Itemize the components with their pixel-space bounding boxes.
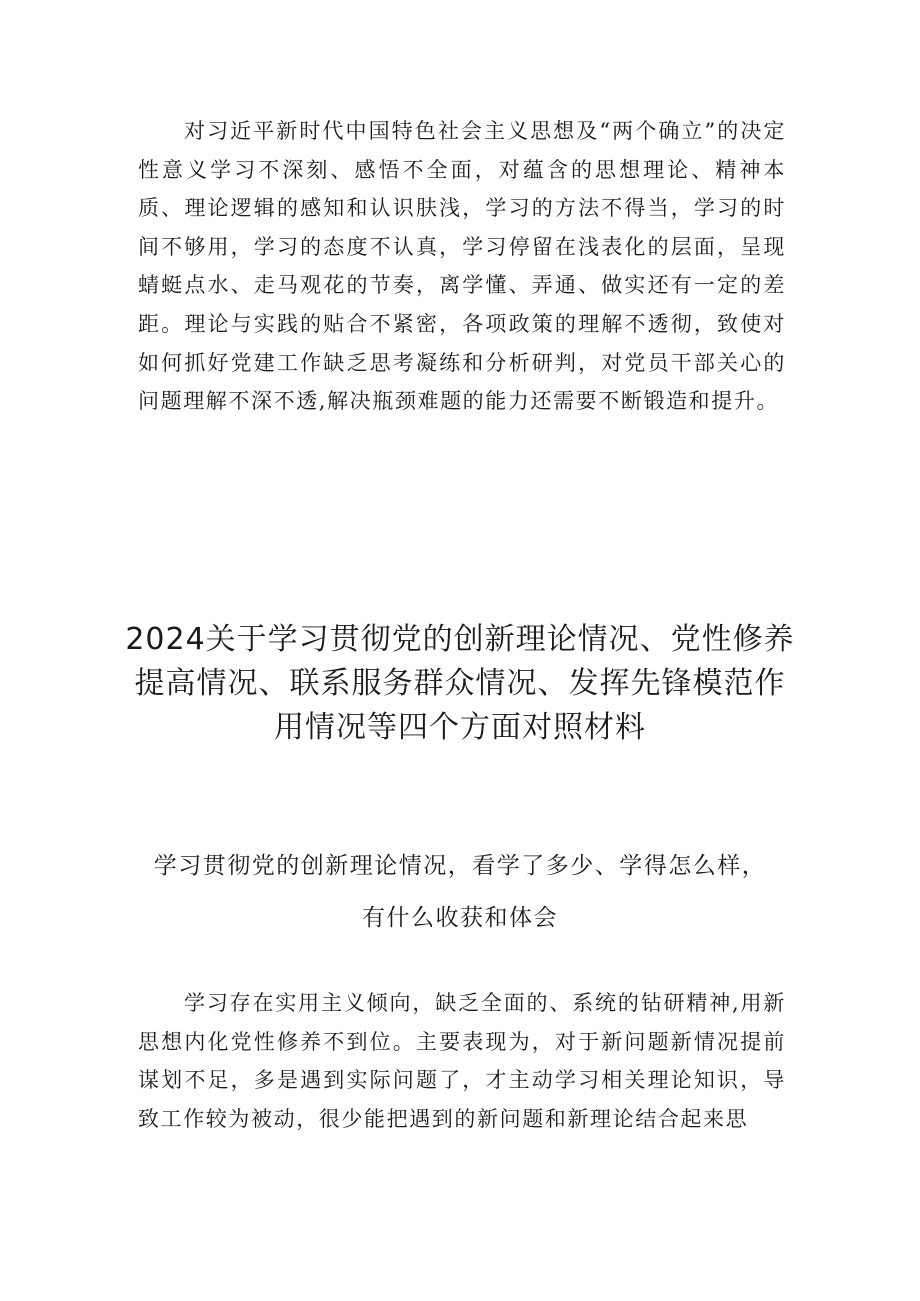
body-paragraph-2: 学习存在实用主义倾向，缺乏全面的、系统的钻研精神,用新思想内化党性修养不到位。主要表现为，对于新问题新情况提前谋划不足，多是遇到实际问题了，才主动学习相关理论知识，导致工作较为被动，很少能把遇到的新问题和新理论结合起来思 <box>138 991 786 1131</box>
section-title: 学习贯彻党的创新理论情况，看学了多少、学得怎么样，有什么收获和体会 <box>153 853 767 931</box>
main-title: 2024关于学习贯彻党的创新理论情况、党性修养提高情况、联系服务群众情况、发挥先锋模范作用情况等四个方面对照材料 <box>125 622 795 745</box>
body-paragraph-1: 对习近平新时代中国特色社会主义思想及“两个确立”的决定性意义学习不深刻、感悟不全面，对蕴含的思想理论、精神本质、理论逻辑的感知和认识肤浅，学习的方法不得当，学习的时间不够用，学习的态度不认真，学习停留在浅表化的层面，呈现蜻蜓点水、走马观花的节奏，离学懂、弄通、做实还有一定的差距。理论与实践的贴合不紧密，各项政策的理解不透彻，致使对如何抓好党建工作缺乏思考凝练和分析研判，对党员干部关心的问题理解不深不透,解决瓶颈难题的能力还需要不断锻造和提升。 <box>138 119 786 414</box>
